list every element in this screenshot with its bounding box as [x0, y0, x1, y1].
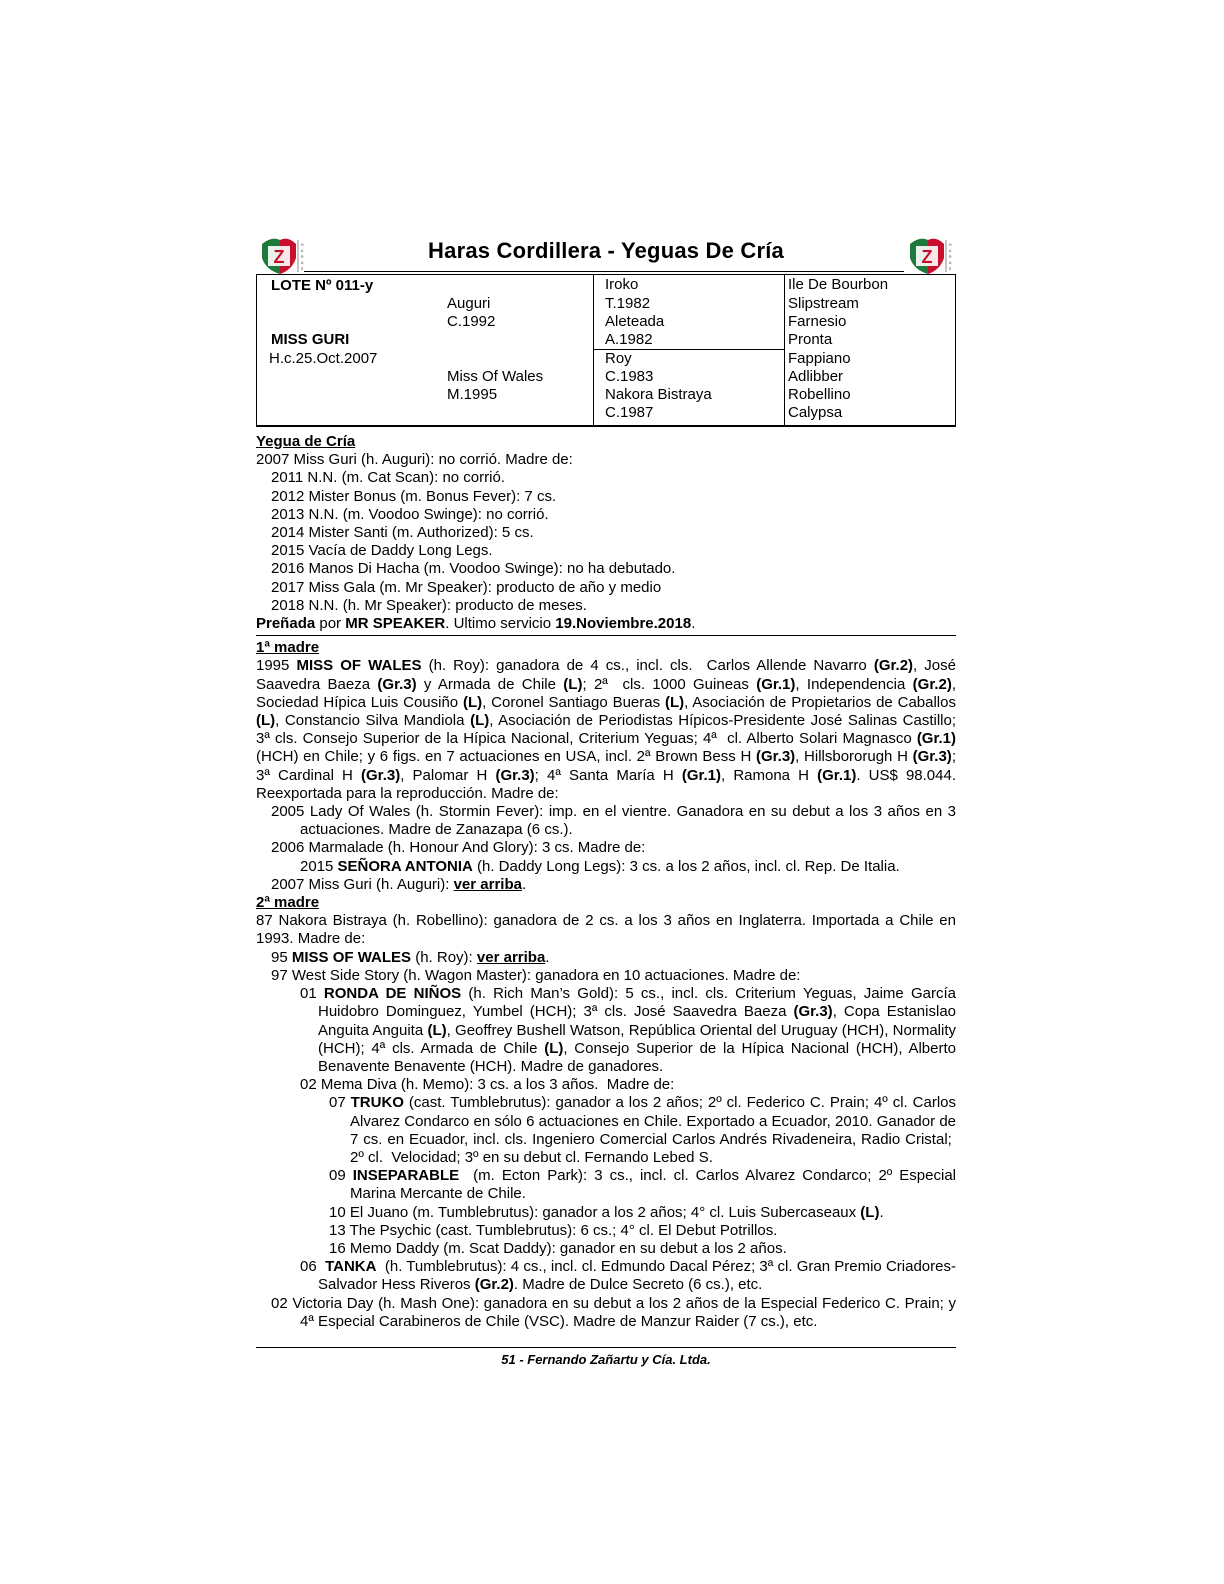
lot-number: LOTE Nº 011-y — [271, 277, 374, 294]
dam-sire: Roy — [605, 350, 632, 367]
svg-text:Z: Z — [273, 247, 285, 267]
haras-logo-icon — [906, 234, 952, 276]
pregnancy-status: Preñada por MR SPEAKER. Ultimo servicio 19.Noviembre.2018. — [256, 615, 696, 633]
ancestor-dsd: Adlibber — [788, 368, 844, 385]
ancestor-sdd: Pronta — [788, 331, 833, 348]
dam-year: M.1995 — [447, 386, 498, 403]
pedigree-divider — [593, 275, 594, 425]
document-page — [256, 228, 956, 1331]
section-heading-madre1: 1ª madre — [256, 639, 320, 657]
page-footer: 51 - Fernando Zañartu y Cía. Ltda. — [501, 1352, 711, 1367]
pedigree-divider — [784, 275, 785, 425]
madre1-offspring: 2007 Miss Guri (h. Auguri): ver arriba. — [271, 875, 527, 893]
horse-birth: H.c.25.Oct.2007 — [269, 350, 378, 367]
sire-sire: Iroko — [605, 276, 639, 293]
offspring-line: 2018 N.N. (h. Mr Speaker): producto de meses. — [271, 596, 587, 614]
horse-name: MISS GURI — [271, 331, 350, 348]
ancestor-dss: Fappiano — [788, 350, 851, 367]
section-rule — [256, 635, 956, 636]
page-header — [256, 228, 956, 278]
svg-text:R: R — [301, 255, 304, 259]
madre2-great-grand-offspring: 07 TRUKO (cast. Tumblebrutus): ganador a los 2 años; 2º cl. Federico C. Prain; 4º cl. Carlos Alvarez Condarco en sólo 6 actuaciones en Chile. Exportado a Ecuador, 2010. Ganador de 7 cs. en Ecuador, incl. cls. Ingeniero Comercial Carlos Andrés Rivadeneira, Radio Cristal; 2º cl. Velocidad; 3º en su debut cl. Fernando Lebed S. — [329, 1094, 957, 1166]
sire: Auguri — [447, 295, 491, 312]
madre2-great-grand-offspring: 13 The Psychic (cast. Tumblebrutus): 6 cs.; 4° cl. El Debut Potrillos. — [329, 1221, 778, 1239]
footer-rule — [256, 1347, 956, 1348]
ancestor-sss: Ile De Bourbon — [788, 276, 889, 293]
madre1-paragraph: 1995 MISS OF WALES (h. Roy): ganadora de 4 cs., incl. cls. Carlos Allende Navarro (Gr.2), José Saavedra Baeza (Gr.3) y Armada de Chile (L); 2ª cls. 1000 Guineas (Gr.1), Independencia (Gr.2), Sociedad Hípica Luis Cousiño (L), Coronel Santiago Bueras (L), Asociación de Propietarios de Caballos (L), Constancio Silva Mandiola (L), Asociación de Periodistas Hípicos-Presidente José Salinas Castillo; 3ª cls. Consejo Superior de la Hípica Nacional, Criterium Yeguas; 4ª cl. Alberto Solari Magnasco (Gr.1) (HCH) en Chile; y 6 figs. en 7 actuaciones en USA, incl. 2ª Brown Bess H (Gr.3), Hillsbororugh H (Gr.3); 3ª Cardinal H (Gr.3), Palomar H (Gr.3); 4ª Santa María H (Gr.1), Ramona H (Gr.1). US$ 98.044. Reexportada para la reproducción. Madre de: — [256, 657, 957, 802]
ancestor-sds: Farnesio — [788, 313, 847, 330]
sire-year: C.1992 — [447, 313, 496, 330]
madre1-grand-offspring: 2015 SEÑORA ANTONIA (h. Daddy Long Legs): 3 cs. a los 2 años, incl. cl. Rep. De Italia. — [300, 857, 900, 875]
madre2-great-grand-offspring: 09 INSEPARABLE (m. Ecton Park): 3 cs., incl. cl. Carlos Alvarez Condarco; 2º Especial Marina Mercante de Chile. — [329, 1167, 957, 1203]
ancestor-ssd: Slipstream — [788, 295, 859, 312]
offspring-line: 2014 Mister Santi (m. Authorized): 5 cs. — [271, 524, 534, 542]
dam-dam: Nakora Bistraya — [605, 386, 712, 403]
madre2-great-grand-offspring: 16 Memo Daddy (m. Scat Daddy): ganador en su debut a los 2 años. — [329, 1239, 787, 1257]
madre2-offspring: 02 Victoria Day (h. Mash One): ganadora en su debut a los 2 años de la Especial Federico C. Prain; y 4ª Especial Carabineros de Chile (VSC). Madre de Manzur Raider (7 cs.), etc. — [271, 1294, 956, 1330]
offspring-line: 2012 Mister Bonus (m. Bonus Fever): 7 cs. — [271, 487, 557, 505]
madre2-grand-offspring: 01 RONDA DE NIÑOS (h. Rich Man’s Gold): 5 cs., incl. cls. Criterium Yeguas, Jaime García Huidobro Dominguez, Yumbel (HCH); 3ª cls. José Saavedra Baeza (Gr.3), Copa Estanislao Anguita Anguita (L), Geoffrey Bushell Watson, República Oriental del Uruguay (HCH), Normality (HCH); 4ª cls. Armada de Chile (L), Consejo Superior de la Hípica Nacional (HCH), Alberto Benavente Benavente (HCH). Madre de ganadores. — [300, 985, 956, 1075]
svg-text:A: A — [949, 249, 952, 253]
svg-text:A: A — [949, 261, 952, 265]
svg-text:R: R — [949, 255, 952, 259]
madre1-offspring: 2005 Lady Of Wales (h. Stormin Fever): imp. en el vientre. Ganadora en su debut a los 3 años en 3 actuaciones. Madre de Zanazapa (6 cs.). — [271, 803, 956, 839]
offspring-line: 2013 N.N. (m. Voodoo Swinge): no corrió. — [271, 505, 549, 523]
svg-text:A: A — [301, 249, 304, 253]
svg-text:Z: Z — [921, 247, 933, 267]
offspring-line: 2017 Miss Gala (m. Mr Speaker): producto de año y medio — [271, 578, 662, 596]
document-body — [256, 433, 956, 1331]
svg-text:S: S — [949, 267, 952, 271]
offspring-line: 2011 N.N. (m. Cat Scan): no corrió. — [271, 469, 505, 487]
section-heading-yegua: Yegua de Cría — [256, 433, 356, 450]
sire-dam: Aleteada — [605, 313, 665, 330]
sire-sire-year: T.1982 — [605, 295, 651, 312]
header-rule — [304, 271, 904, 272]
svg-text:S: S — [301, 267, 304, 271]
offspring-line: 2015 Vacía de Daddy Long Legs. — [271, 542, 493, 560]
section-heading-madre2: 2ª madre — [256, 894, 320, 912]
svg-text:A: A — [301, 261, 304, 265]
sire-dam-year: A.1982 — [605, 331, 653, 348]
madre1-offspring: 2006 Marmalade (h. Honour And Glory): 3 cs. Madre de: — [271, 839, 646, 857]
madre2-grand-offspring: 02 Mema Diva (h. Memo): 3 cs. a los 3 años. Madre de: — [300, 1076, 675, 1094]
madre2-offspring: 95 MISS OF WALES (h. Roy): ver arriba. — [271, 948, 550, 966]
dam: Miss Of Wales — [447, 368, 544, 385]
svg-text:H: H — [949, 243, 952, 247]
madre2-offspring: 97 West Side Story (h. Wagon Master): ganadora en 10 actuaciones. Madre de: — [271, 966, 801, 984]
pedigree-table — [256, 274, 956, 427]
offspring-line: 2016 Manos Di Hacha (m. Voodoo Swinge): no ha debutado. — [271, 560, 676, 578]
page-title: Haras Cordillera - Yeguas De Cría — [428, 238, 784, 263]
dam-sire-year: C.1983 — [605, 368, 654, 385]
svg-text:H: H — [301, 243, 304, 247]
madre2-great-grand-offspring: 10 El Juano (m. Tumblebrutus): ganador a los 2 años; 4° cl. Luis Subercaseaux (L). — [329, 1203, 884, 1221]
dam-dam-year: C.1987 — [605, 404, 654, 421]
madre2-paragraph: 87 Nakora Bistraya (h. Robellino): ganadora de 2 cs. a los 3 años en Inglaterra. Importada a Chile en 1993. Madre de: — [256, 912, 956, 948]
ancestor-ddd: Calypsa — [788, 404, 843, 421]
madre2-grand-offspring: 06 TANKA (h. Tumblebrutus): 4 cs., incl. cl. Edmundo Dacal Pérez; 3ª cl. Gran Premio Criadores-Salvador Hess Riveros (Gr.2). Madre de Dulce Secreto (6 cs.), etc. — [300, 1258, 956, 1294]
ancestor-dds: Robellino — [788, 386, 851, 403]
yegua-intro: 2007 Miss Guri (h. Auguri): no corrió. Madre de: — [256, 451, 573, 469]
